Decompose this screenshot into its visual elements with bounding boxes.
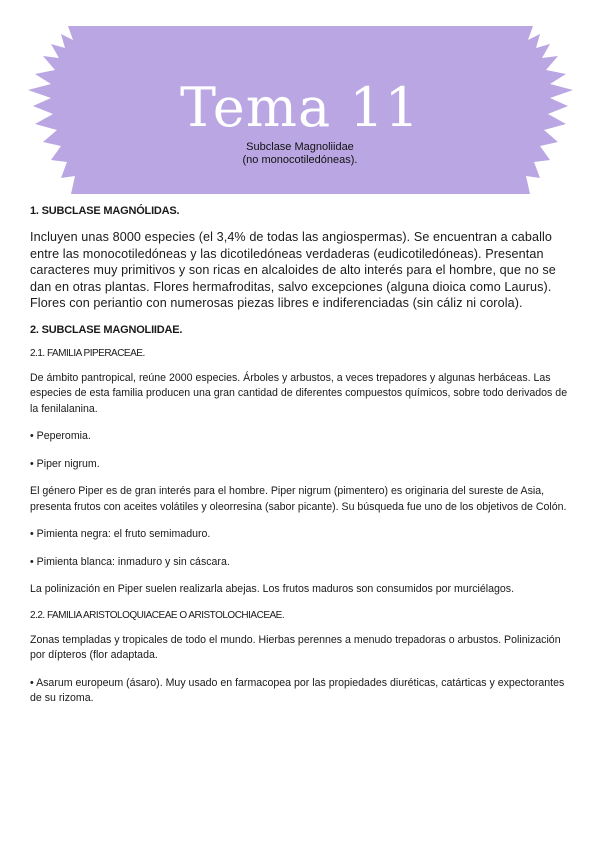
bullet-pimienta-blanca: • Pimienta blanca: inmaduro y sin cáscara.: [30, 555, 230, 568]
document-body: [30, 205, 575, 719]
section-2-heading: 2. SUBCLASE MAGNOLIIDAE.: [30, 323, 183, 336]
subtitle-line-1: Subclase Magnoliidae: [246, 141, 354, 153]
page-title: Tema 11: [179, 76, 421, 139]
section-1-text: Incluyen unas 8000 especies (el 3,4% de todas las angiospermas). Se encuentran a caballo entre las monocotiledóneas y las dicotiledóneas verdaderas (eudicotiledóneas). Presentan caracteres muy primitivos y son ricas en alcaloides de alto interés para el hombre, que no se dan en otras plantas. Flores hermafroditas, salvo excepciones (alguna dioica como Laurus). Flores con periantio con numerosas piezas libres e indiferenciadas (sin cáliz ni corola).: [30, 230, 556, 310]
bullet-piper-nigrum: • Piper nigrum.: [30, 457, 100, 470]
subtitle-line-2: (no monocotiledóneas).: [242, 154, 358, 166]
bullet-pimienta-negra: • Pimienta negra: el fruto semimaduro.: [30, 528, 211, 540]
section-2-1-paragraph-3: La polinización en Piper suelen realizarla abejas. Los frutos maduros son consumidos por murciélagos.: [30, 583, 515, 595]
section-1-heading: 1. SUBCLASE MAGNÓLIDAS.: [30, 205, 180, 217]
section-2-1-paragraph-2: El género Piper es de gran interés para el hombre. Piper nigrum (pimentero) es originaria del sureste de Asia, presenta frutos con aceites volátiles y oleorresina (sabor picante). Su búsqueda fue uno de los objetivos de Colón.: [30, 485, 567, 513]
section-2-1-heading: 2.1. FAMILIA PIPERACEAE.: [30, 347, 145, 359]
section-2-1-paragraph-1: De ámbito pantropical, reúne 2000 especies. Árboles y arbustos, a veces trepadores y algunas herbáceas. Las especies de esta familia producen una gran cantidad de diferentes compuestos químicos, sobre todo derivados de la fenilalanina.: [30, 371, 568, 415]
section-2-2-heading: 2.2. FAMILIA ARISTOLOQUIACEAE O ARISTOLOCHIACEAE.: [30, 609, 285, 621]
bullet-peperomia: • Peperomia.: [30, 430, 91, 442]
page-subtitle: [0, 141, 600, 167]
section-2-2-paragraph-1: Zonas templadas y tropicales de todo el mundo. Hierbas perennes a menudo trepadoras o arbustos. Polinización por dípteros (flor adaptada.: [30, 633, 561, 661]
bullet-asarum: • Asarum europeum (ásaro). Muy usado en farmacopea por las propiedades diuréticas, catárticas y expectorantes de su rizoma.: [30, 676, 565, 704]
